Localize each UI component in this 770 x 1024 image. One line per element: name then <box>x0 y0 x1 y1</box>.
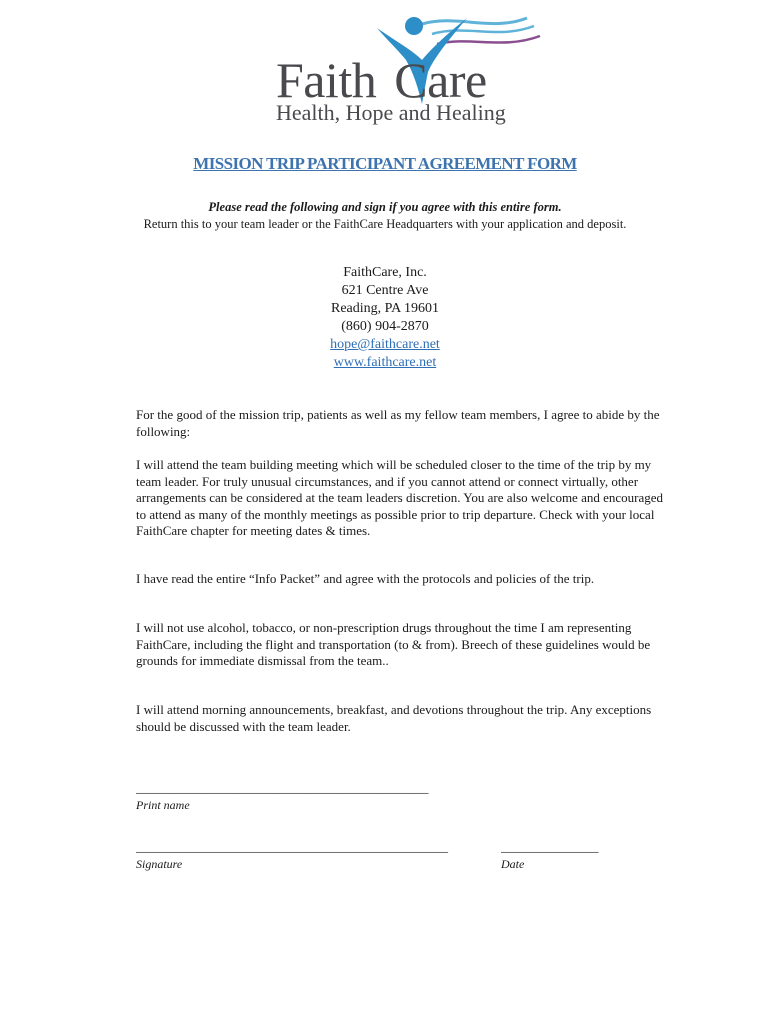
website-link[interactable]: www.faithcare.net <box>333 355 437 370</box>
city-state-zip: Reading, PA 19601 <box>331 301 439 316</box>
page-title: MISSION TRIP PARTICIPANT AGREEMENT FORM <box>193 154 577 173</box>
org-name: FaithCare, Inc. <box>343 265 427 280</box>
meeting-paragraph: I will attend the team building meeting which will be scheduled closer to the time of the trip by my team leader. For truly unusual circumstances, and if you cannot attend or connect virtually, other arrangements can be considered at the team leaders discretion. You are also welcome and encouraged to attend as many of the monthly meetings as possible prior to trip departure. Check with your local FaithCare chapter for meeting dates & times. <box>136 457 664 538</box>
instruction-sign: Please read the following and sign if you agree with this entire form. <box>208 200 562 214</box>
info-packet-paragraph: I have read the entire “Info Packet” and agree with the protocols and policies of the trip. <box>136 571 595 586</box>
logo-wordmark: Faith Care <box>276 52 487 108</box>
faithcare-logo <box>272 12 552 130</box>
intro-paragraph: For the good of the mission trip, patients as well as my fellow team members, I agree to abide by the following: <box>136 407 660 439</box>
print-name-label: Print name <box>136 798 190 812</box>
print-name-field[interactable]: _____________________________________________ <box>136 780 429 795</box>
substances-paragraph: I will not use alcohol, tobacco, or non-prescription drugs throughout the time I am representing FaithCare, including the flight and transportation (to & from). Breech of these guidelines would be grounds for immediate dismissal from the team.. <box>136 620 651 668</box>
announcements-paragraph: I will attend morning announcements, breakfast, and devotions throughout the trip. Any exceptions should be discussed with the team leader. <box>136 702 652 734</box>
signature-field[interactable]: ________________________________________________ <box>136 839 448 854</box>
logo-tagline: Health, Hope and Healing <box>276 100 506 125</box>
signature-label: Signature <box>136 857 183 871</box>
instruction-return: Return this to your team leader or the FaithCare Headquarters with your application and deposit. <box>143 217 627 231</box>
date-label: Date <box>501 857 525 871</box>
date-field[interactable]: _______________ <box>501 839 599 854</box>
address-block <box>0 264 770 372</box>
phone-number: (860) 904-2870 <box>341 319 429 334</box>
street-address: 621 Centre Ave <box>341 283 429 298</box>
email-link[interactable]: hope@faithcare.net <box>330 337 440 352</box>
